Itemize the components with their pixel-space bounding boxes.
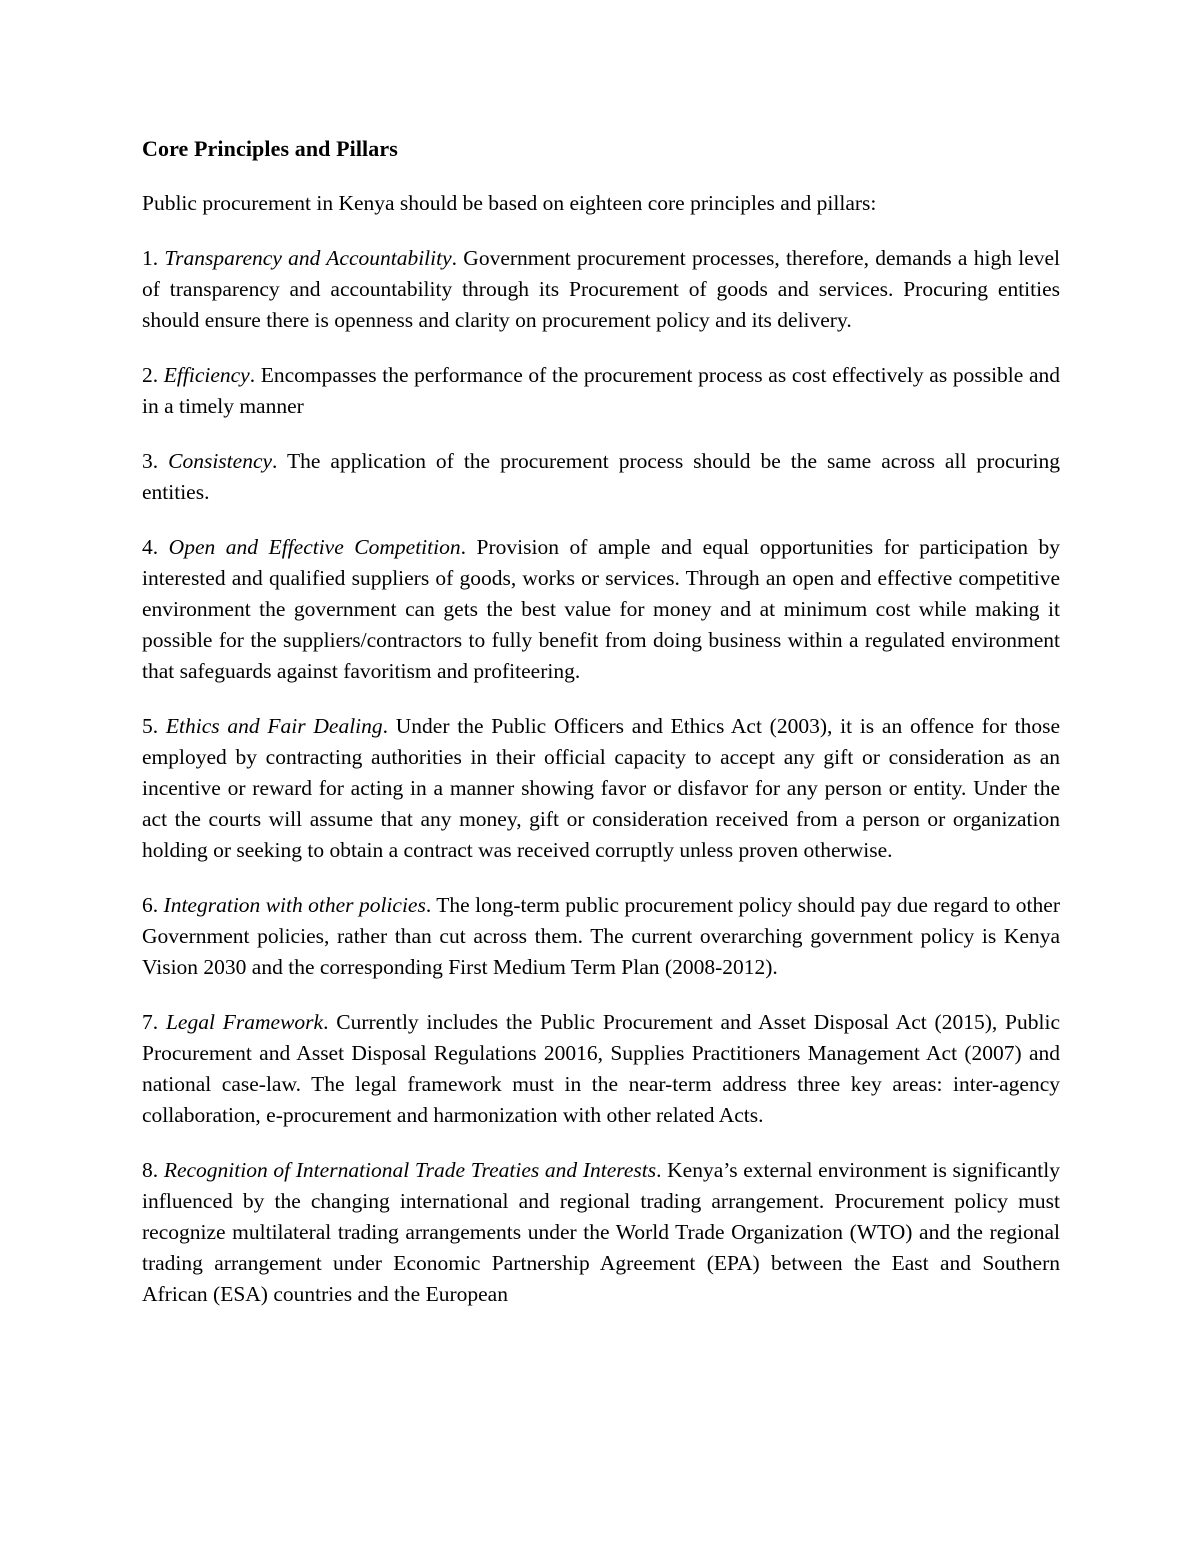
principle-number: 3. [142, 449, 159, 473]
principle-body: . Provision of ample and equal opportunities for participation by interested and qualified suppliers of goods, works or services. Through an open and effective competitive environment the government can gets the best value for money and at minimum cost while making it possible for the suppliers/contractors to fully benefit from doing business within a regulated environment that safeguards against favoritism and profiteering. [142, 535, 1060, 683]
principle-term: Ethics and Fair Dealing [165, 714, 383, 738]
principle-item [142, 446, 1060, 508]
principle-item [142, 243, 1060, 336]
principle-term: Consistency [168, 449, 273, 473]
principle-number: 5. [142, 714, 159, 738]
principle-term: Recognition of International Trade Treaties and Interests [163, 1158, 657, 1182]
principle-item [142, 890, 1060, 983]
principle-number: 2. [142, 363, 159, 387]
principle-body: . The application of the procurement process should be the same across all procuring entities. [142, 449, 1060, 504]
principle-item [142, 1007, 1060, 1131]
principle-item [142, 532, 1060, 687]
principle-term: Legal Framework [165, 1010, 324, 1034]
page-title: Core Principles and Pillars [142, 136, 398, 161]
principle-number: 8. [142, 1158, 159, 1182]
principle-term: Efficiency [163, 363, 250, 387]
principle-number: 6. [142, 893, 159, 917]
principle-number: 4. [142, 535, 159, 559]
principle-body: . Encompasses the performance of the procurement process as cost effectively as possible and in a timely manner [142, 363, 1061, 418]
principle-body: . Under the Public Officers and Ethics Act (2003), it is an offence for those employed by contracting authorities in their official capacity to accept any gift or consideration as an incentive or reward for acting in a manner showing favor or disfavor for any person or entity. Under the act the courts will assume that any money, gift or consideration received from a person or organization holding or seeking to obtain a contract was received corruptly unless proven otherwise. [142, 714, 1060, 862]
principle-number: 1. [142, 246, 159, 270]
principle-body: . Currently includes the Public Procurement and Asset Disposal Act (2015), Public Procurement and Asset Disposal Regulations 20016, Supplies Practitioners Management Act (2007) and national case-law. The legal framework must in the near-term address three key areas: inter-agency collaboration, e-procurement and harmonization with other related Acts. [142, 1010, 1061, 1127]
principle-term: Open and Effective Competition [168, 535, 461, 559]
principle-item [142, 711, 1060, 866]
principle-item [142, 360, 1060, 422]
principle-number: 7. [142, 1010, 159, 1034]
principle-item [142, 1155, 1060, 1310]
principle-body: . Kenya’s external environment is significantly influenced by the changing international and regional trading arrangement. Procurement policy must recognize multilateral trading arrangements under the World Trade Organization (WTO) and the regional trading arrangement under Economic Partnership Agreement (EPA) between the East and Southern African (ESA) countries and the European [142, 1158, 1061, 1306]
principle-body: . The long-term public procurement policy should pay due regard to other Government policies, rather than cut across them. The current overarching government policy is Kenya Vision 2030 and the corresponding First Medium Term Plan (2008-2012). [142, 893, 1060, 979]
intro-paragraph: Public procurement in Kenya should be based on eighteen core principles and pillars: [142, 191, 877, 215]
principle-term: Transparency and Accountability [164, 246, 452, 270]
document-body [142, 133, 1060, 1310]
principle-term: Integration with other policies [163, 893, 426, 917]
principle-body: . Government procurement processes, therefore, demands a high level of transparency and accountability through its Procurement of goods and services. Procuring entities should ensure there is openness and clarity on procurement policy and its delivery. [142, 246, 1061, 332]
